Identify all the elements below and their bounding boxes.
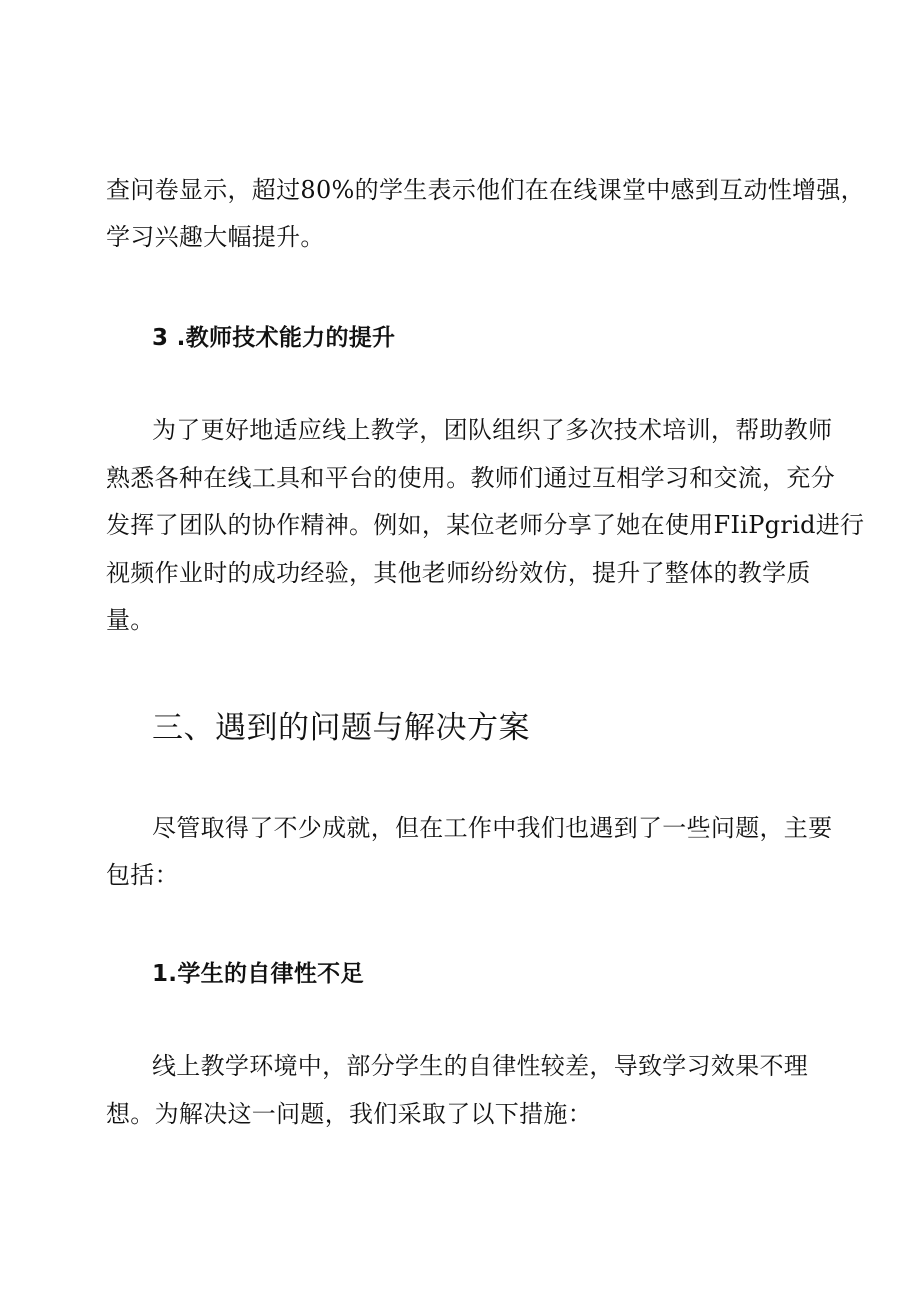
paragraph-line: 量。 (106, 606, 155, 634)
paragraph-line: 尽管取得了不少成就，但在工作中我们也遇到了一些问题，主要 (152, 814, 833, 842)
subheading-self-discipline: 1.学生的自律性不足 (152, 961, 364, 987)
paragraph-line: 想。为解决这一问题，我们采取了以下措施： (106, 1100, 592, 1128)
subheading-teacher-skills: 3 .教师技术能力的提升 (152, 325, 396, 351)
paragraph-line: 包括： (106, 861, 179, 889)
section-heading-problems: 三、遇到的问题与解决方案 (152, 710, 530, 746)
paragraph-line: 线上教学环境中，部分学生的自律性较差，导致学习效果不理 (152, 1052, 809, 1080)
paragraph-line: 学习兴趣大幅提升。 (106, 223, 325, 251)
paragraph-line: 为了更好地适应线上教学，团队组织了多次技术培训，帮助教师 (152, 416, 833, 444)
paragraph-line: 视频作业时的成功经验，其他老师纷纷效仿，提升了整体的教学质 (106, 559, 811, 587)
paragraph-line: 熟悉各种在线工具和平台的使用。教师们通过互相学习和交流，充分 (106, 464, 835, 492)
paragraph-line: 发挥了团队的协作精神。例如，某位老师分享了她在使用FIiPgrid进行 (106, 511, 865, 539)
paragraph-line: 查问卷显示，超过80%的学生表示他们在在线课堂中感到互动性增强， (106, 176, 865, 204)
